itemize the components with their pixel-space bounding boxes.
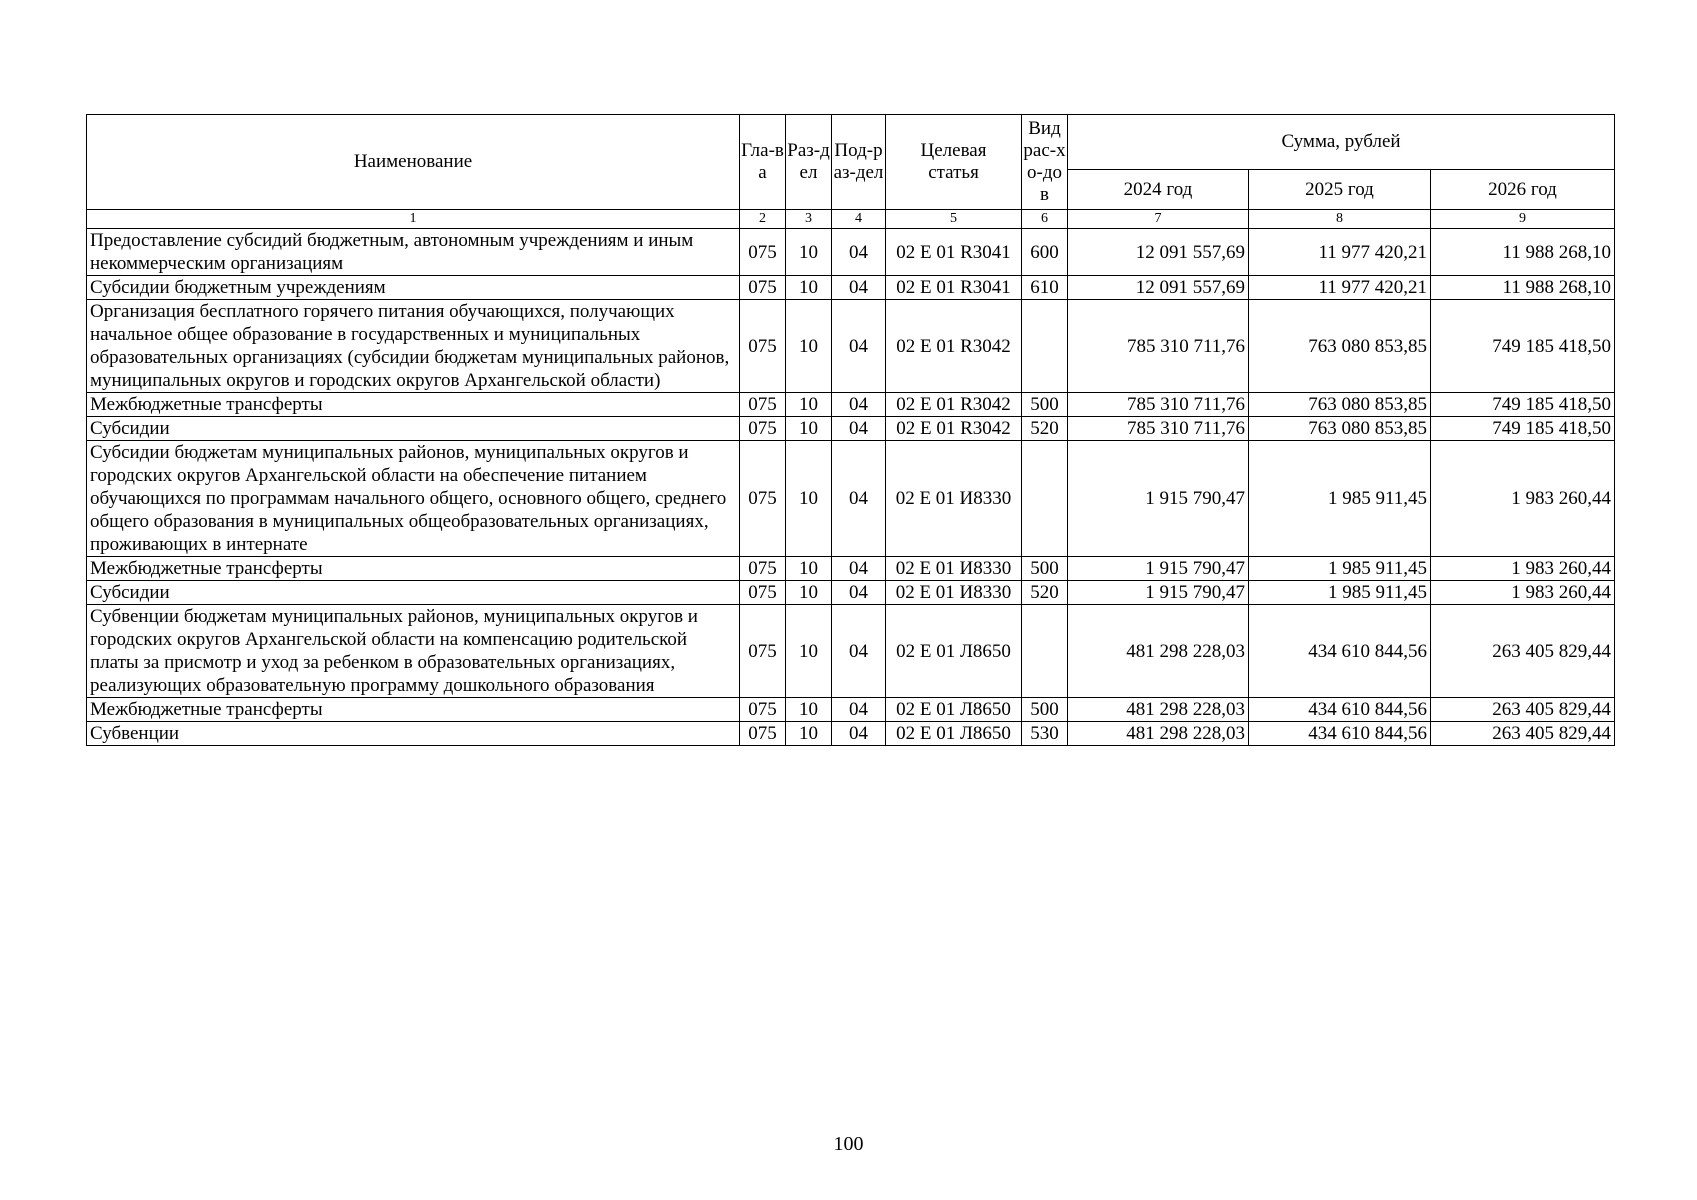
row-podrazdel: 04: [832, 276, 886, 300]
row-vid: [1022, 300, 1068, 393]
header-year-2024: 2024 год: [1068, 170, 1249, 210]
budget-table: [86, 114, 1615, 746]
column-number: 6: [1022, 210, 1068, 229]
row-razdel: 10: [786, 441, 832, 557]
row-celevaya: 02 Е 01 Л8650: [886, 722, 1022, 746]
row-name: Субсидии: [87, 581, 740, 605]
column-number: 1: [87, 210, 740, 229]
row-celevaya: 02 Е 01 R3041: [886, 229, 1022, 276]
row-vid: 500: [1022, 698, 1068, 722]
row-razdel: 10: [786, 557, 832, 581]
column-number: 7: [1068, 210, 1249, 229]
row-podrazdel: 04: [832, 581, 886, 605]
row-amount-2024: 785 310 711,76: [1068, 300, 1249, 393]
row-amount-2025: 1 985 911,45: [1249, 581, 1431, 605]
header-name: Наименование: [87, 115, 740, 210]
row-name: Субсидии: [87, 417, 740, 441]
row-amount-2025: 763 080 853,85: [1249, 417, 1431, 441]
header-year-2025: 2025 год: [1249, 170, 1431, 210]
row-vid: 600: [1022, 229, 1068, 276]
header-glava-label: Гла-ва: [741, 140, 784, 183]
row-podrazdel: 04: [832, 441, 886, 557]
row-glava: 075: [740, 722, 786, 746]
header-row-top: [87, 115, 1615, 170]
row-amount-2025: 11 977 420,21: [1249, 276, 1431, 300]
row-razdel: 10: [786, 229, 832, 276]
table-row: [87, 393, 1615, 417]
table-row: [87, 417, 1615, 441]
row-vid: [1022, 441, 1068, 557]
row-podrazdel: 04: [832, 698, 886, 722]
row-razdel: 10: [786, 605, 832, 698]
row-amount-2026: 1 983 260,44: [1431, 557, 1615, 581]
row-vid: 500: [1022, 393, 1068, 417]
row-glava: 075: [740, 417, 786, 441]
row-glava: 075: [740, 605, 786, 698]
row-podrazdel: 04: [832, 722, 886, 746]
row-amount-2024: 1 915 790,47: [1068, 557, 1249, 581]
row-celevaya: 02 Е 01 Л8650: [886, 605, 1022, 698]
column-number: 9: [1431, 210, 1615, 229]
column-number: 2: [740, 210, 786, 229]
row-glava: 075: [740, 229, 786, 276]
header-vid-label: Вид рас-хо-дов: [1023, 118, 1066, 205]
row-podrazdel: 04: [832, 417, 886, 441]
column-number: 4: [832, 210, 886, 229]
row-amount-2026: 1 983 260,44: [1431, 581, 1615, 605]
row-razdel: 10: [786, 698, 832, 722]
row-name: Организация бесплатного горячего питания обучающихся, получающих начальное общее образование в государственных и муниципальных образовательных организациях (субсидии бюджетам муниципальных районов, муниципальных округов и городских округов Архангельской области): [87, 300, 740, 393]
column-number: 3: [786, 210, 832, 229]
row-amount-2024: 481 298 228,03: [1068, 698, 1249, 722]
row-vid: 530: [1022, 722, 1068, 746]
row-amount-2024: 1 915 790,47: [1068, 441, 1249, 557]
row-name: Межбюджетные трансферты: [87, 557, 740, 581]
row-name: Межбюджетные трансферты: [87, 698, 740, 722]
row-amount-2026: 11 988 268,10: [1431, 229, 1615, 276]
table-row: [87, 300, 1615, 393]
row-amount-2024: 785 310 711,76: [1068, 393, 1249, 417]
row-celevaya: 02 Е 01 Л8650: [886, 698, 1022, 722]
table-row: [87, 441, 1615, 557]
header-celevaya-label: Целевая статья: [920, 140, 987, 183]
header-podrazdel: [832, 115, 886, 210]
table-row: [87, 698, 1615, 722]
row-amount-2024: 785 310 711,76: [1068, 417, 1249, 441]
row-name: Субсидии бюджетам муниципальных районов, муниципальных округов и городских округов Архангельской области на обеспечение питанием обучающихся по программам начального общего, основного общего, среднего общего образования в муниципальных общеобразовательных организациях, проживающих в интернате: [87, 441, 740, 557]
row-amount-2025: 434 610 844,56: [1249, 605, 1431, 698]
header-year-2026: 2026 год: [1431, 170, 1615, 210]
row-name: Предоставление субсидий бюджетным, автономным учреждениям и иным некоммерческим организациям: [87, 229, 740, 276]
row-razdel: 10: [786, 581, 832, 605]
row-glava: 075: [740, 557, 786, 581]
row-glava: 075: [740, 300, 786, 393]
row-amount-2025: 763 080 853,85: [1249, 300, 1431, 393]
table-row: [87, 581, 1615, 605]
table-row: [87, 229, 1615, 276]
row-amount-2026: 749 185 418,50: [1431, 393, 1615, 417]
table-row: [87, 557, 1615, 581]
row-celevaya: 02 Е 01 R3042: [886, 393, 1022, 417]
row-amount-2024: 481 298 228,03: [1068, 605, 1249, 698]
row-amount-2025: 763 080 853,85: [1249, 393, 1431, 417]
row-name: Субвенции бюджетам муниципальных районов, муниципальных округов и городских округов Архангельской области на компенсацию родительской платы за присмотр и уход за ребенком в образовательных организациях, реализующих образовательную программу дошкольного образования: [87, 605, 740, 698]
row-amount-2026: 749 185 418,50: [1431, 300, 1615, 393]
header-vid: [1022, 115, 1068, 210]
header-podrazdel-label: Под-раз-дел: [833, 140, 884, 183]
row-razdel: 10: [786, 276, 832, 300]
row-amount-2025: 11 977 420,21: [1249, 229, 1431, 276]
row-amount-2026: 263 405 829,44: [1431, 605, 1615, 698]
row-celevaya: 02 Е 01 R3041: [886, 276, 1022, 300]
row-celevaya: 02 Е 01 И8330: [886, 581, 1022, 605]
row-razdel: 10: [786, 417, 832, 441]
row-razdel: 10: [786, 300, 832, 393]
table-row: [87, 722, 1615, 746]
row-podrazdel: 04: [832, 229, 886, 276]
row-razdel: 10: [786, 393, 832, 417]
row-podrazdel: 04: [832, 393, 886, 417]
table-row: [87, 605, 1615, 698]
row-amount-2025: 1 985 911,45: [1249, 557, 1431, 581]
header-razdel-label: Раз-дел: [787, 140, 830, 183]
row-vid: 610: [1022, 276, 1068, 300]
row-name: Межбюджетные трансферты: [87, 393, 740, 417]
row-vid: 520: [1022, 417, 1068, 441]
header-summa: Сумма, рублей: [1068, 115, 1615, 170]
column-number: 8: [1249, 210, 1431, 229]
row-podrazdel: 04: [832, 557, 886, 581]
column-number-row: [87, 210, 1615, 229]
row-glava: 075: [740, 441, 786, 557]
row-amount-2026: 1 983 260,44: [1431, 441, 1615, 557]
row-amount-2024: 12 091 557,69: [1068, 229, 1249, 276]
row-amount-2026: 263 405 829,44: [1431, 722, 1615, 746]
row-podrazdel: 04: [832, 300, 886, 393]
row-amount-2026: 749 185 418,50: [1431, 417, 1615, 441]
row-glava: 075: [740, 276, 786, 300]
row-glava: 075: [740, 581, 786, 605]
row-razdel: 10: [786, 722, 832, 746]
row-amount-2024: 481 298 228,03: [1068, 722, 1249, 746]
row-name: Субвенции: [87, 722, 740, 746]
table-row: [87, 276, 1615, 300]
row-amount-2024: 1 915 790,47: [1068, 581, 1249, 605]
row-celevaya: 02 Е 01 И8330: [886, 441, 1022, 557]
page-number: 100: [833, 1133, 864, 1155]
row-glava: 075: [740, 393, 786, 417]
row-celevaya: 02 Е 01 И8330: [886, 557, 1022, 581]
row-celevaya: 02 Е 01 R3042: [886, 417, 1022, 441]
row-amount-2026: 11 988 268,10: [1431, 276, 1615, 300]
row-amount-2025: 1 985 911,45: [1249, 441, 1431, 557]
header-celevaya: [886, 115, 1022, 210]
row-podrazdel: 04: [832, 605, 886, 698]
row-vid: 500: [1022, 557, 1068, 581]
row-celevaya: 02 Е 01 R3042: [886, 300, 1022, 393]
row-amount-2025: 434 610 844,56: [1249, 698, 1431, 722]
row-amount-2024: 12 091 557,69: [1068, 276, 1249, 300]
header-razdel: [786, 115, 832, 210]
header-glava: [740, 115, 786, 210]
row-name: Субсидии бюджетным учреждениям: [87, 276, 740, 300]
row-glava: 075: [740, 698, 786, 722]
row-vid: 520: [1022, 581, 1068, 605]
row-vid: [1022, 605, 1068, 698]
row-amount-2026: 263 405 829,44: [1431, 698, 1615, 722]
column-number: 5: [886, 210, 1022, 229]
row-amount-2025: 434 610 844,56: [1249, 722, 1431, 746]
